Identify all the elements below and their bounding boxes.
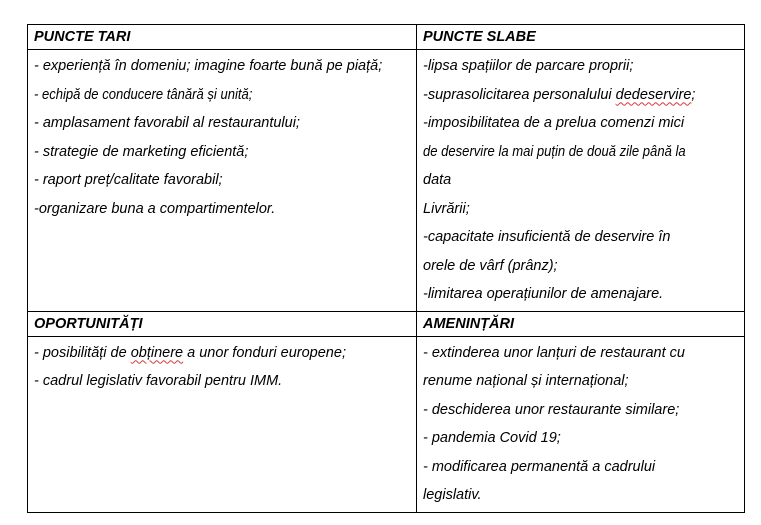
body-row-bottom <box>28 336 745 512</box>
opportunities-cell <box>28 336 417 512</box>
threats-cell <box>417 336 745 512</box>
weakness-item: -lipsa spațiilor de parcare proprii; <box>423 58 634 74</box>
opportunity-item-text: a unor fonduri europene; <box>183 344 346 361</box>
weakness-item: -capacitate insuficientă de deservire în <box>423 229 671 245</box>
body-row-top <box>28 50 745 312</box>
misspelled-word: dedeservire <box>615 86 692 103</box>
strength-item-text: - echipă de conducere tânără și unită; <box>34 86 253 103</box>
threats-header: AMENINȚĂRI <box>417 311 745 336</box>
threat-item: - deschiderea unor restaurante similare; <box>423 401 680 418</box>
strength-item: - amplasament favorabil al restaurantului; <box>34 115 300 131</box>
swot-table <box>27 24 745 513</box>
weaknesses-cell <box>417 50 745 312</box>
header-row-top <box>28 25 745 50</box>
weakness-item-text: de deservire la mai puțin de două zile până la <box>423 143 686 160</box>
opportunity-item <box>34 339 410 368</box>
strength-item: - strategie de marketing eficientă; <box>34 143 249 160</box>
weakness-item <box>423 138 738 167</box>
opportunity-item-text: - posibilități de <box>34 344 131 361</box>
misspelled-word: obținere <box>130 344 184 361</box>
weakness-item-punct: ; <box>691 86 696 103</box>
weakness-item: -limitarea operațiunilor de amenajare. <box>423 286 664 302</box>
strength-item: -organizare buna a compartimentelor. <box>34 200 276 217</box>
weakness-item-text: -suprasolicitarea personalului <box>423 86 616 103</box>
threat-item: - modificarea permanentă a cadrului <box>423 458 656 475</box>
opportunities-header: OPORTUNITĂȚI <box>28 311 417 336</box>
opportunity-item: - cadrul legislativ favorabil pentru IMM. <box>34 373 283 389</box>
threat-item: legislativ. <box>423 487 482 503</box>
threat-item: - pandemia Covid 19; <box>423 430 561 446</box>
weakness-item: orele de vârf (prânz); <box>423 257 558 274</box>
strength-item: - experiență în domeniu; imagine foarte bună pe piață; <box>34 58 383 74</box>
weakness-item: -imposibilitatea de a prelua comenzi mici <box>423 115 685 131</box>
threat-item: renume național și internațional; <box>423 373 629 389</box>
threat-item: - extinderea unor lanțuri de restaurant cu <box>423 344 685 361</box>
strength-item: - raport preț/calitate favorabil; <box>34 172 223 188</box>
strengths-cell <box>28 50 417 312</box>
weaknesses-header: PUNCTE SLABE <box>417 25 745 50</box>
strengths-header: PUNCTE TARI <box>28 25 417 50</box>
weakness-item: data <box>423 172 452 188</box>
weakness-item <box>423 81 738 110</box>
strength-item <box>34 81 410 110</box>
header-row-bottom <box>28 311 745 336</box>
weakness-item: Livrării; <box>423 200 470 217</box>
